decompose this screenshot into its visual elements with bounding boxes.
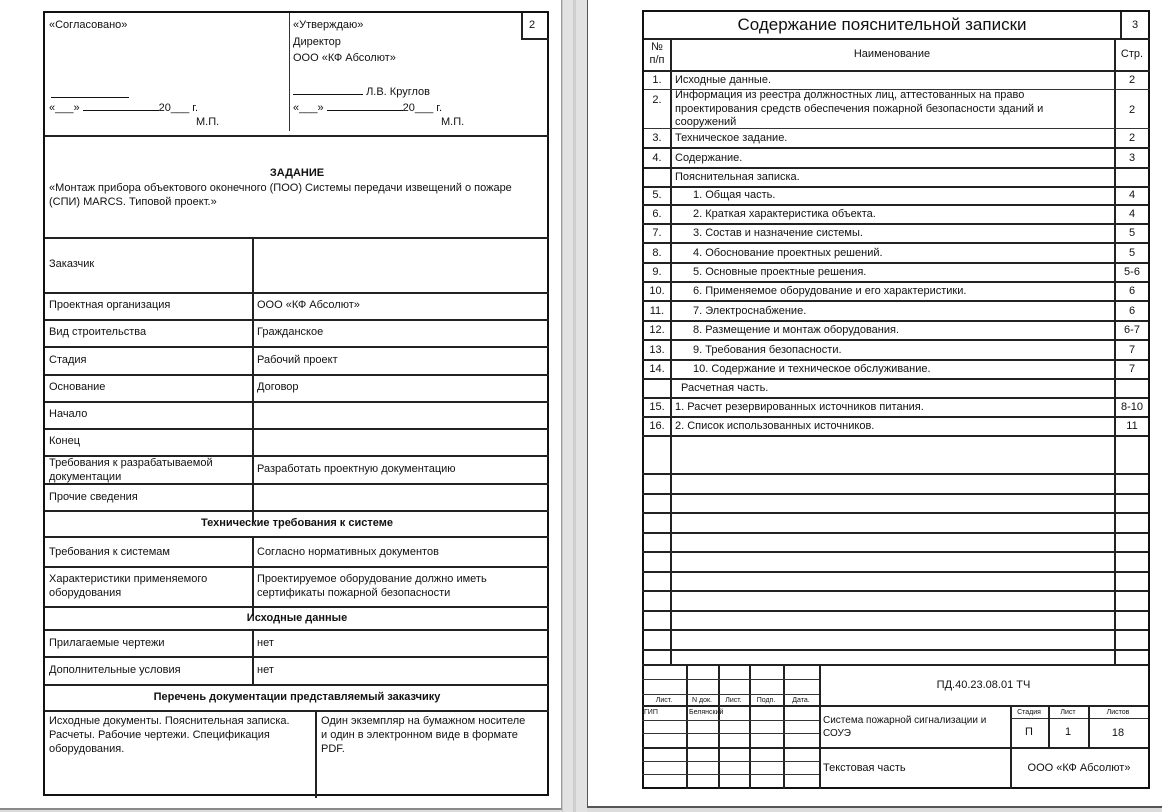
divider [45,710,549,712]
system-name-line2: СОУЭ [823,728,851,739]
divider [642,359,1148,361]
row-name: 4. Обоснование проектных решений. [693,247,883,259]
sheet-value: 1 [1064,726,1072,738]
approve-title: «Утверждаю» [293,19,364,31]
row-page: 3 [1128,152,1136,164]
row-num: 12. [649,324,665,336]
row-name-line2: проектирования средств обеспечения пожарной безопасности зданий и [675,103,1044,115]
signature-line [51,87,129,98]
field-basis-label: Основание [49,381,106,393]
empty-row-divider [642,610,1148,612]
role-chief-engineer: ГИП [644,709,658,716]
row-name-line3: сооружений [675,116,737,128]
field-basis-value: Договор [257,381,299,393]
empty-row-divider [642,590,1148,592]
date-line [49,100,198,115]
document-code: ПД.40.23.08.01 ТЧ [936,679,1031,691]
divider [642,705,1148,707]
task-text-line1: «Монтаж прибора объектового оконечного (ПОО) Системы передачи извещений о пожаре [49,182,512,194]
field-stage-label: Стадия [49,354,87,366]
date-line [293,100,442,115]
row-num: 9. [652,266,662,278]
divider [686,664,688,789]
row-name: 2. Список использованных источников. [675,420,875,432]
stage-value: П [1025,726,1033,738]
document-page-right [587,0,1162,808]
date-year: 20___ г. [158,102,199,114]
attached-drawings-value: нет [257,637,274,649]
col-signature: Подп. [756,697,776,704]
divider [642,679,819,680]
date-day: «___» [49,102,80,114]
row-num: 11. [649,305,665,317]
row-num: 1. [652,74,662,86]
row-name: 10. Содержание и техническое обслуживание. [693,363,931,375]
divider [252,237,254,522]
divider [45,237,549,239]
empty-row-divider [642,532,1148,534]
row-name: 6. Применяемое оборудование и его характеристики. [693,285,967,297]
docs-right-line3: PDF. [321,743,345,755]
page-gutter [562,0,587,812]
part-name: Текстовая часть [823,762,906,774]
docs-right-line1: Один экземпляр на бумажном носителе [321,715,526,727]
divider [1120,12,1122,38]
field-doc-req-label-line2: документации [49,471,122,483]
col-date: Дата. [792,697,810,704]
divider [783,664,785,789]
divider [749,664,751,789]
docs-left-line3: оборудования. [49,743,125,755]
section-tech-requirements: Технические требования к системе [201,517,393,529]
divider [644,70,1150,72]
row-page: 11 [1126,420,1138,432]
divider [644,147,1150,149]
empty-row-divider [642,473,1148,475]
divider [642,747,1148,749]
divider [521,13,523,39]
field-design-org-label: Проектная организация [49,299,171,311]
divider [45,292,549,294]
page-number: 2 [529,19,536,31]
row-page: 5 [1128,227,1136,239]
attached-drawings-label: Прилагаемые чертежи [49,637,165,649]
field-design-org-value: ООО «КФ Абсолют» [257,299,360,311]
row-page: 6-7 [1124,324,1140,336]
divider [45,401,549,403]
divider [45,629,549,631]
task-text-line2: (СПИ) MARCS. Типовой проект.» [49,196,217,208]
row-num: 16. [649,420,665,432]
row-num: 15. [649,401,665,413]
task-form [43,11,549,796]
row-page: 7 [1128,344,1136,356]
divider [642,435,1148,437]
row-num: 4. [652,152,662,164]
row-page: 7 [1128,363,1136,375]
col-sheet: Лист. [655,697,673,704]
row-name: Исходные данные. [675,74,771,86]
divider [45,536,549,538]
field-customer-label: Заказчик [49,258,95,270]
field-doc-req-label-line1: Требования к разрабатываемой [49,457,213,469]
divider [644,128,1150,129]
field-doc-req-value: Разработать проектную документацию [257,463,456,475]
divider [642,204,1148,206]
col-sheet2: Лист. [725,697,742,704]
row-name: 9. Требования безопасности. [693,344,842,356]
divider [642,262,1148,264]
date-month-line [327,100,403,111]
director-position: Директор [293,36,341,48]
divider [642,320,1148,322]
section-docs-list: Перечень документации представляемый заказчику [153,691,441,703]
row-page: 4 [1128,208,1136,220]
sheet-label: Лист [1060,709,1076,716]
divider [642,416,1148,418]
date-year: 20___ г. [402,102,443,114]
divider [642,281,1148,283]
col-num-line2: п/п [649,54,665,66]
tech-equipment-label-line1: Характеристики применяемого [49,573,208,585]
stage-label: Стадия [1017,709,1041,716]
page-number: 3 [1132,19,1139,31]
task-heading: ЗАДАНИЕ [269,167,325,179]
section-calculation-part: Расчетная часть. [681,382,769,394]
divider [642,761,819,762]
row-num: 2. [652,94,662,106]
divider [644,186,1150,188]
extra-conditions-value: нет [257,664,274,676]
row-name: 7. Электроснабжение. [693,305,807,317]
extra-conditions-label: Дополнительные условия [49,664,181,676]
divider [252,536,254,616]
divider [521,38,549,40]
document-page-left [0,0,562,810]
row-name: 8. Размещение и монтаж оборудования. [693,324,900,336]
field-stage-value: Рабочий проект [257,354,338,366]
tech-equipment-label-line2: оборудования [49,587,122,599]
col-name-header: Наименование [853,48,931,60]
divider [45,510,549,512]
divider [642,694,819,695]
divider [45,684,549,686]
col-doc-no: N док. [692,697,712,704]
divider [718,664,720,789]
empty-row-divider [642,551,1148,553]
row-num: 8. [652,247,662,259]
row-num: 3. [652,132,662,144]
divider [289,13,290,131]
row-num: 14. [649,363,665,375]
row-num: 13. [649,344,665,356]
signature-line [293,84,363,95]
divider [45,135,549,137]
section-source-data: Исходные данные [246,612,348,624]
divider [642,720,819,721]
row-name: Содержание. [675,152,743,164]
divider [573,0,576,812]
empty-row-divider [642,629,1148,631]
divider [315,710,317,798]
title-block [642,664,1150,789]
row-page: 5-6 [1124,266,1140,278]
col-num-line1: № [651,41,663,53]
divider [45,606,549,608]
divider [644,167,1150,169]
divider [45,656,549,658]
row-name: Техническое задание. [675,132,788,144]
divider [45,483,549,485]
docs-left-line1: Исходные документы. Пояснительная записка. [49,715,290,727]
sheets-value: 18 [1111,727,1125,739]
person-name: Белянский [689,709,724,716]
divider [642,242,1148,244]
row-page: 4 [1128,189,1136,201]
row-name: 2. Краткая характеристика объекта. [693,208,876,220]
row-page: 5 [1128,247,1136,259]
row-num: 10. [649,285,665,297]
docs-left-line2: Расчеты. Рабочие чертежи. Спецификация [49,729,270,741]
divider [642,300,1148,302]
company-name: ООО «КФ Абсолют» [1027,762,1131,774]
empty-row-divider [642,649,1148,651]
empty-row-divider [642,493,1148,495]
section-explanatory-note: Пояснительная записка. [675,171,800,183]
stamp-label: М.П. [441,116,465,128]
row-page: 6 [1128,305,1136,317]
divider [45,566,549,568]
divider [642,774,819,775]
contents-title: Содержание пояснительной записки [737,15,1027,34]
sheets-label: Листов [1106,709,1130,716]
field-construction-type-value: Гражданское [257,326,324,338]
divider [642,339,1148,341]
row-name: 1. Общая часть. [693,189,776,201]
docs-right-line2: и один в электронном виде в формате [321,729,518,741]
divider [1010,718,1148,719]
empty-row-divider [642,512,1148,514]
divider [644,38,1150,40]
tech-systems-value: Согласно нормативных документов [257,546,439,558]
approved-agreed-title: «Согласовано» [49,19,128,31]
field-start-label: Начало [49,408,88,420]
row-page: 2 [1128,132,1136,144]
divider [642,378,1148,380]
director-name: Л.В. Круглов [366,86,430,98]
row-page: 8-10 [1120,401,1144,413]
field-end-label: Конец [49,435,81,447]
divider [45,374,549,376]
divider [642,397,1148,399]
date-day: «___» [293,102,324,114]
director-organization: ООО «КФ Абсолют» [293,52,396,64]
tech-equipment-value-line2: сертификаты пожарной безопасности [257,587,451,599]
row-page: 2 [1128,74,1136,86]
tech-equipment-value-line1: Проектируемое оборудование должно иметь [257,573,487,585]
row-page: 6 [1128,285,1136,297]
divider [45,346,549,348]
tech-systems-label: Требования к системам [49,546,170,558]
row-num: 6. [652,208,662,220]
divider [45,428,549,430]
field-construction-type-label: Вид строительства [49,326,147,338]
stamp-label: М.П. [196,116,220,128]
row-name: 1. Расчет резервированных источников питания. [675,401,924,413]
divider [45,319,549,321]
divider [642,733,819,734]
row-name: 5. Основные проектные решения. [693,266,867,278]
row-name: 3. Состав и назначение системы. [693,227,863,239]
field-other-label: Прочие сведения [49,491,138,503]
system-name-line1: Система пожарной сигнализации и [823,715,987,726]
row-num: 5. [652,189,662,201]
director-signature [293,84,430,99]
empty-row-divider [642,571,1148,573]
row-name-line1: Информация из реестра должностных лиц, аттестованных на право [675,89,1025,101]
row-num: 7. [652,227,662,239]
col-page-header: Стр. [1120,48,1144,60]
row-page: 2 [1128,104,1136,116]
divider [642,223,1148,225]
date-month-line [83,100,159,111]
